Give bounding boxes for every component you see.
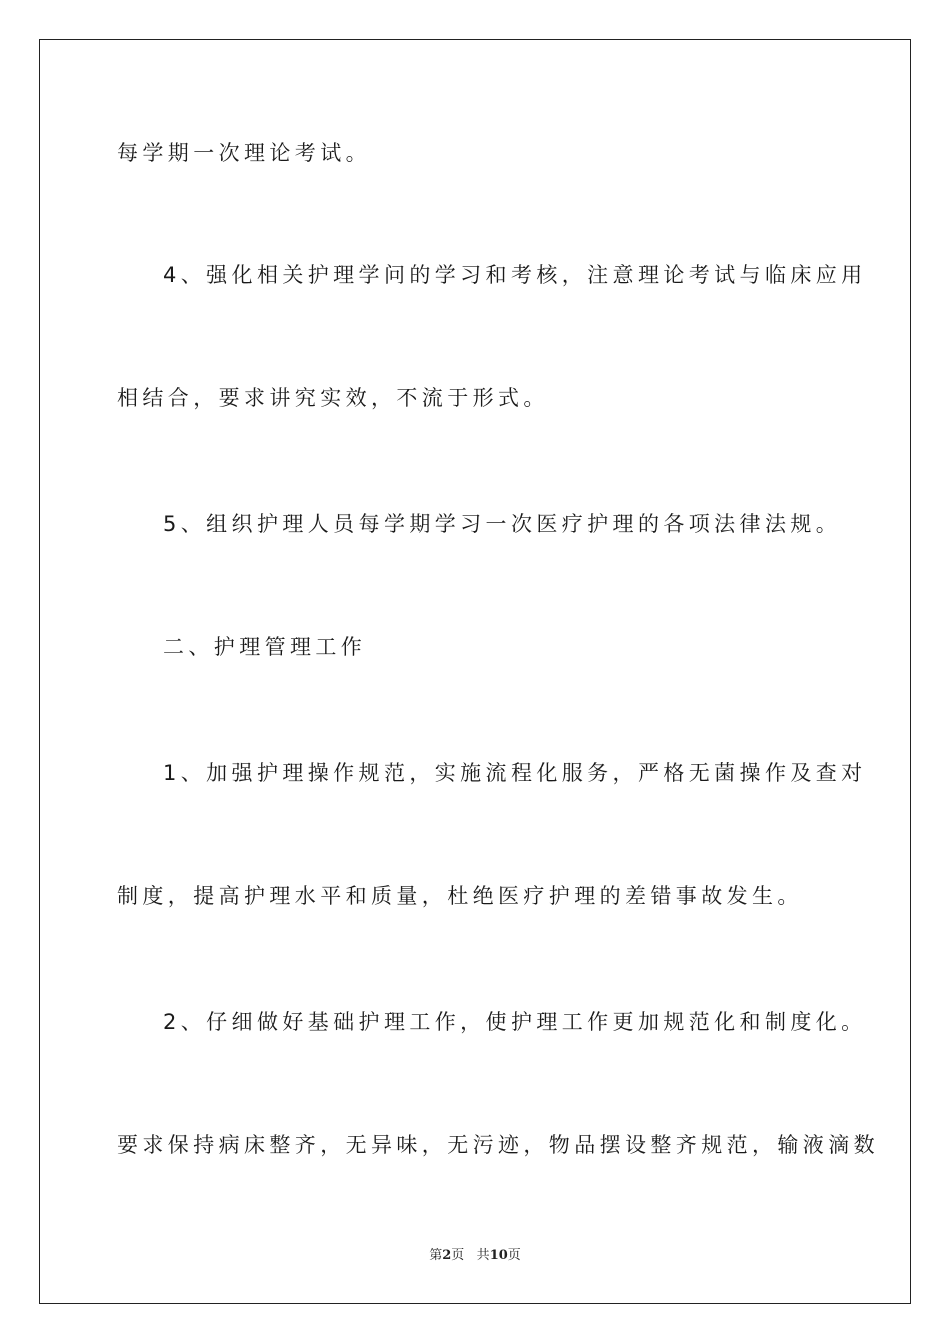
body-line-8: 要求保持病床整齐，无异味，无污迹，物品摆设整齐规范，输液滴数 xyxy=(117,1133,879,1157)
section-heading: 二、护理管理工作 xyxy=(163,635,367,659)
page-border xyxy=(39,39,911,1304)
body-line-5: 1、加强护理操作规范，实施流程化服务，严格无菌操作及查对 xyxy=(163,761,867,785)
body-line-4: 5、组织护理人员每学期学习一次医疗护理的各项法律法规。 xyxy=(163,512,842,536)
body-line-7: 2、仔细做好基础护理工作，使护理工作更加规范化和制度化。 xyxy=(163,1010,867,1034)
footer-total-prefix: 共 xyxy=(476,1248,490,1263)
footer-total-pages: 10 xyxy=(489,1248,508,1263)
footer-total-suffix: 页 xyxy=(507,1248,521,1263)
body-line-2: 4、强化相关护理学问的学习和考核，注意理论考试与临床应用 xyxy=(163,263,867,287)
body-line-1: 每学期一次理论考试。 xyxy=(117,141,371,165)
footer-page-prefix: 第 xyxy=(429,1248,443,1263)
body-line-3: 相结合，要求讲究实效，不流于形式。 xyxy=(117,386,549,410)
footer-page-number: 2 xyxy=(442,1248,452,1263)
footer-page-suffix: 页 xyxy=(451,1248,465,1263)
page-footer xyxy=(0,1247,950,1265)
body-line-6: 制度，提高护理水平和质量，杜绝医疗护理的差错事故发生。 xyxy=(117,884,803,908)
